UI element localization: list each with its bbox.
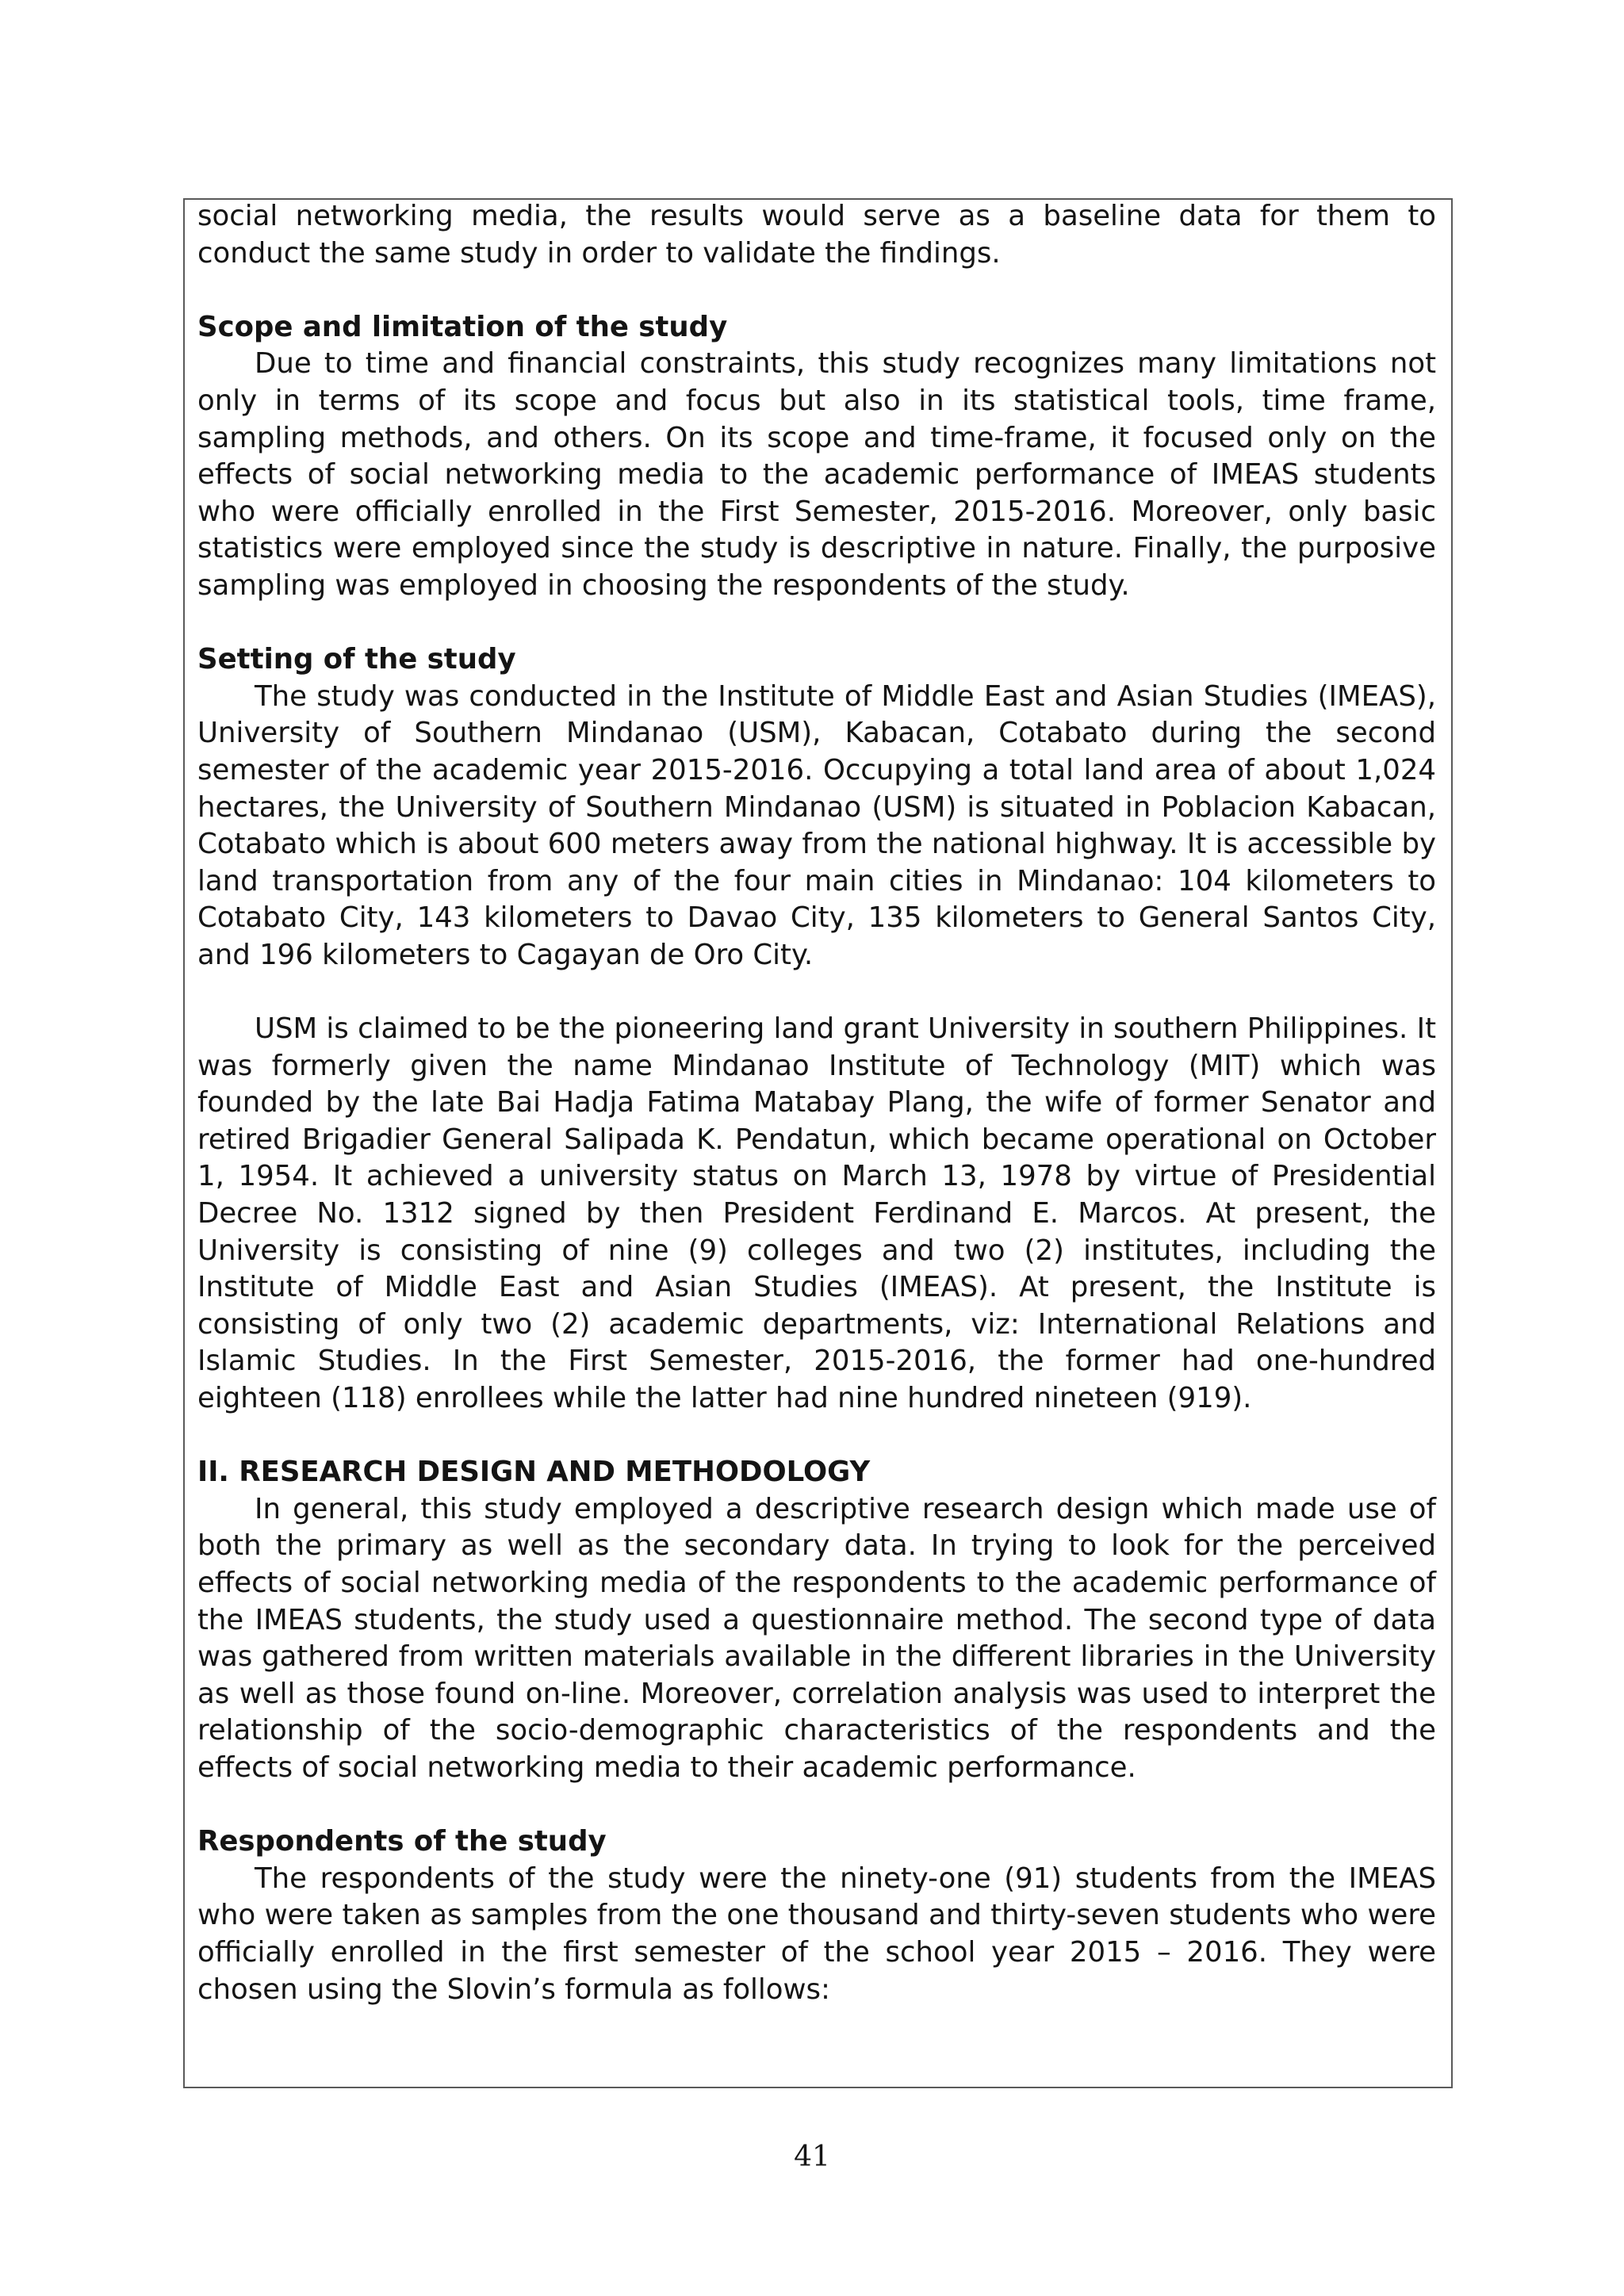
design-heading: II. RESEARCH DESIGN AND METHODOLOGY [197,1456,871,1489]
design-paragraph: In general, this study employed a descriptive research design which made use of both the primary as well as the secondary data. In trying to look for the perceived effects of social networking media of the respondents to the academic performance of the IMEAS students, the study used a questionnaire method. The second type of data was gathered from written materials available in the different libraries in the University as well as those found on-line. Moreover, correlation analysis was used to interpret the relationship of the socio-demographic characteristics of the respondents and the effects of social networking media to their academic performance. [197,1492,1436,1784]
scope-paragraph: Due to time and financial constraints, this study recognizes many limitations not only in terms of its scope and focus but also in its statistical tools, time frame, sampling methods, and others. On its scope and time-frame, it focused only on the effects of social networking media to the academic performance of IMEAS students who were officially enrolled in the First Semester, 2015-2016. Moreover, only basic statistics were employed since the study is descriptive in nature. Finally, the purposive sampling was employed in choosing the respondents of the study. [197,347,1436,602]
spacer [197,1787,1436,1824]
setting-paragraph-1: The study was conducted in the Institute of Middle East and Asian Studies (IMEAS), University of Southern Mindanao (USM), Kabacan, Cotabato during the second semester of the academic year 2015-2016. Occupying a total land area of about 1,024 hectares, the University of Southern Mindanao (USM) is situated in Poblacion Kabacan, Cotabato which is about 600 meters away from the national highway. It is accessible by land transportation from any of the four main cities in Mindanao: 104 kilometers to Cotabato City, 143 kilometers to Davao City, 135 kilometers to General Santos City, and 196 kilometers to Cagayan de Oro City. [197,679,1436,971]
respondents-heading: Respondents of the study [197,1825,607,1858]
intro-paragraph: social networking media, the results would serve as a baseline data for them to conduct the same study in order to validate the findings. [197,200,1436,270]
respondents-paragraph: The respondents of the study were the ninety-one (91) students from the IMEAS who were taken as samples from the one thousand and thirty-seven students who were officially enrolled in the first semester of the school year 2015 – 2016. They were chosen using the Slovin’s formula as follows: [197,1862,1436,2006]
spacer [197,272,1436,309]
scope-heading: Scope and limitation of the study [197,310,728,343]
setting-paragraph-2: USM is claimed to be the pioneering land grant University in southern Philippines. It was formerly given the name Mindanao Institute of Technology (MIT) which was founded by the late Bai Hadja Fatima Matabay Plang, the wife of former Senator and retired Brigadier General Salipada K. Pendatun, which became operational on October 1, 1954. It achieved a university status on March 13, 1978 by virtue of Presidential Decree No. 1312 signed by then President Ferdinand E. Marcos. At present, the University is consisting of nine (9) colleges and two (2) institutes, including the Institute of Middle East and Asian Studies (IMEAS). At present, the Institute is consisting of only two (2) academic departments, viz: International Relations and Islamic Studies. In the First Semester, 2015-2016, the former had one-hundred eighteen (118) enrollees while the latter had nine hundred nineteen (919). [197,1012,1436,1414]
document-body [197,198,1436,2008]
spacer [197,974,1436,1011]
spacer [197,1418,1436,1455]
spacer [197,605,1436,642]
page-number: 41 [794,2141,830,2173]
setting-heading: Setting of the study [197,643,516,676]
